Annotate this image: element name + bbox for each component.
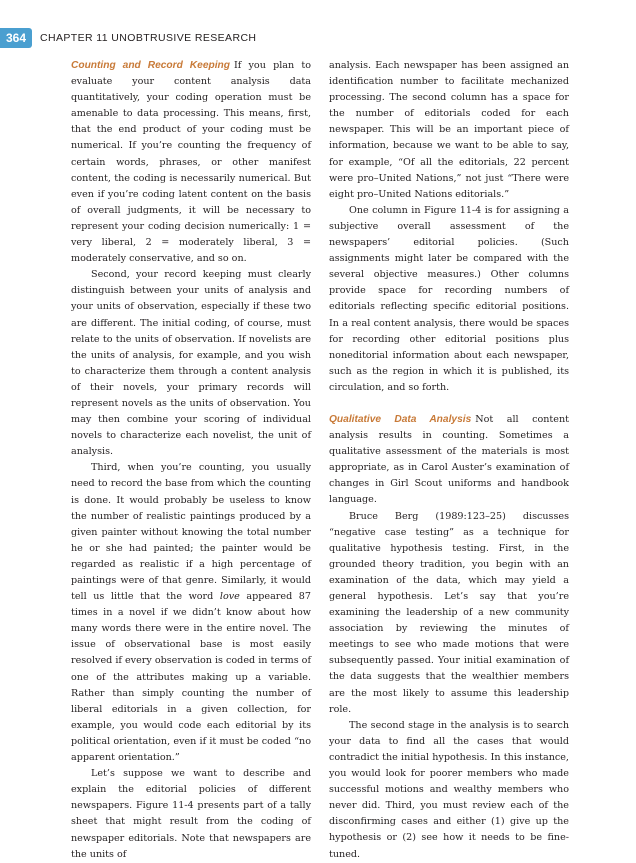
paragraph: Let’s suppose we want to describe and explain the editorial policies of different newspapers. Figure 11-4 presents part of a tally sheet that might result from the coding of newspaper editorials. Note that newspapers are the units of bbox=[71, 768, 311, 860]
paragraph: Second, your record keeping must clearly distinguish between your units of analysis and your units of observation, especially if these two are different. The initial coding, of course, must relate to the units of observation. If novelists are the units of analysis, for example, and you wish to characterize them through a content analysis of their novels, your primary records will represent novels as the units of observation. You may then combine your scoring of individual novels to characterize each novelist, the unit of analysis. bbox=[71, 269, 311, 458]
paragraph-text: appeared 87 times in a novel if we didn’t know about how many words there were in the entire novel. The issue of observational base is most easily resolved if every observation is coded in terms of one of the attributes making up a variable. Rather than simply counting the number of liberal editorials in a given collection, for example, you would code each editorial by its political orientation, even if it must be coded “no apparent orientation.” bbox=[71, 591, 312, 764]
paragraph-text: If you plan to evaluate your content analysis data quantitatively, your coding operation must be amenable to data processing. This means, first, that the end product of your coding must be numerical. If you’re counting the frequency of certain words, phrases, or other manifest content, the coding is necessarily numerical. But even if you’re coding latent content on the basis of overall judgments, it will be necessary to represent your coding decision numerically: 1 = very liberal, 2 = moderately liberal, 3 = moderately conservative, and so on. bbox=[71, 60, 311, 265]
paragraph: Bruce Berg (1989:123–25) discusses “negative case testing” as a technique for qualitative hypothesis testing. First, in the grounded theory tradition, you begin with an examination of the data, which may yield a general hypothesis. Let’s say that you’re examining the leadership of a new community association by reviewing the minutes of meetings to see who made motions that were subsequently passed. Your initial examination of the data suggests that the wealthier members are the most likely to assume this leadership role. bbox=[329, 510, 569, 715]
paragraph bbox=[71, 460, 311, 766]
paragraph-text: Third, when you’re counting, you usually need to record the base from which the counting is done. It would probably be useless to know the number of realistic paintings produced by a given painter without knowing the total number he or she had painted; the painter would be regarded as realistic if a high percentage of paintings were of that genre. Similarly, it would tell us little that the word bbox=[71, 462, 311, 603]
paragraph bbox=[71, 58, 311, 267]
emphasized-word: love bbox=[219, 591, 240, 603]
paragraph: The second stage in the analysis is to search your data to find all the cases that would contradict the initial hypothesis. In this instance, you would look for poorer members who made successful motions and wealthy members who never did. Third, you must review each of the disconfirming cases and either (1) give up the hypothesis or (2) see how it needs to be fine-tuned. bbox=[329, 719, 569, 860]
paragraph: analysis. Each newspaper has been assigned an identification number to facilitate mechanized processing. The second column has a space for the number of editorials coded for each newspaper. This will be an important piece of information, because we want to be able to say, for example, “Of all the editorials, 22 percent were pro–United Nations,” not just “There were eight pro–United Nations editorials.” bbox=[329, 60, 569, 200]
right-column bbox=[329, 58, 569, 863]
page-number: 364 bbox=[0, 28, 32, 48]
chapter-title: CHAPTER 11 UNOBTRUSIVE RESEARCH bbox=[40, 32, 257, 44]
section-heading: Qualitative Data Analysis bbox=[329, 413, 472, 425]
paragraph: One column in Figure 11-4 is for assigning a subjective overall assessment of the newspapers’ editorial policies. (Such assignments might later be compared with the several objective measures.) Other columns provide space for recording numbers of editorials reflecting specific editorial positions. In a real content analysis, there would be spaces for recording other editorial positions plus noneditorial information about each newspaper, such as the region in which it is published, its circulation, and so forth. bbox=[329, 204, 569, 393]
section-heading: Counting and Record Keeping bbox=[71, 60, 230, 71]
paragraph bbox=[329, 412, 569, 509]
running-header bbox=[0, 28, 256, 48]
left-column bbox=[71, 58, 311, 863]
paragraph-text: Not all content analysis results in counting. Sometimes a qualitative assessment of the materials is most appropriate, as in Carol Auster’s examination of changes in Girl Scout uniforms and handbook language. bbox=[329, 413, 569, 506]
